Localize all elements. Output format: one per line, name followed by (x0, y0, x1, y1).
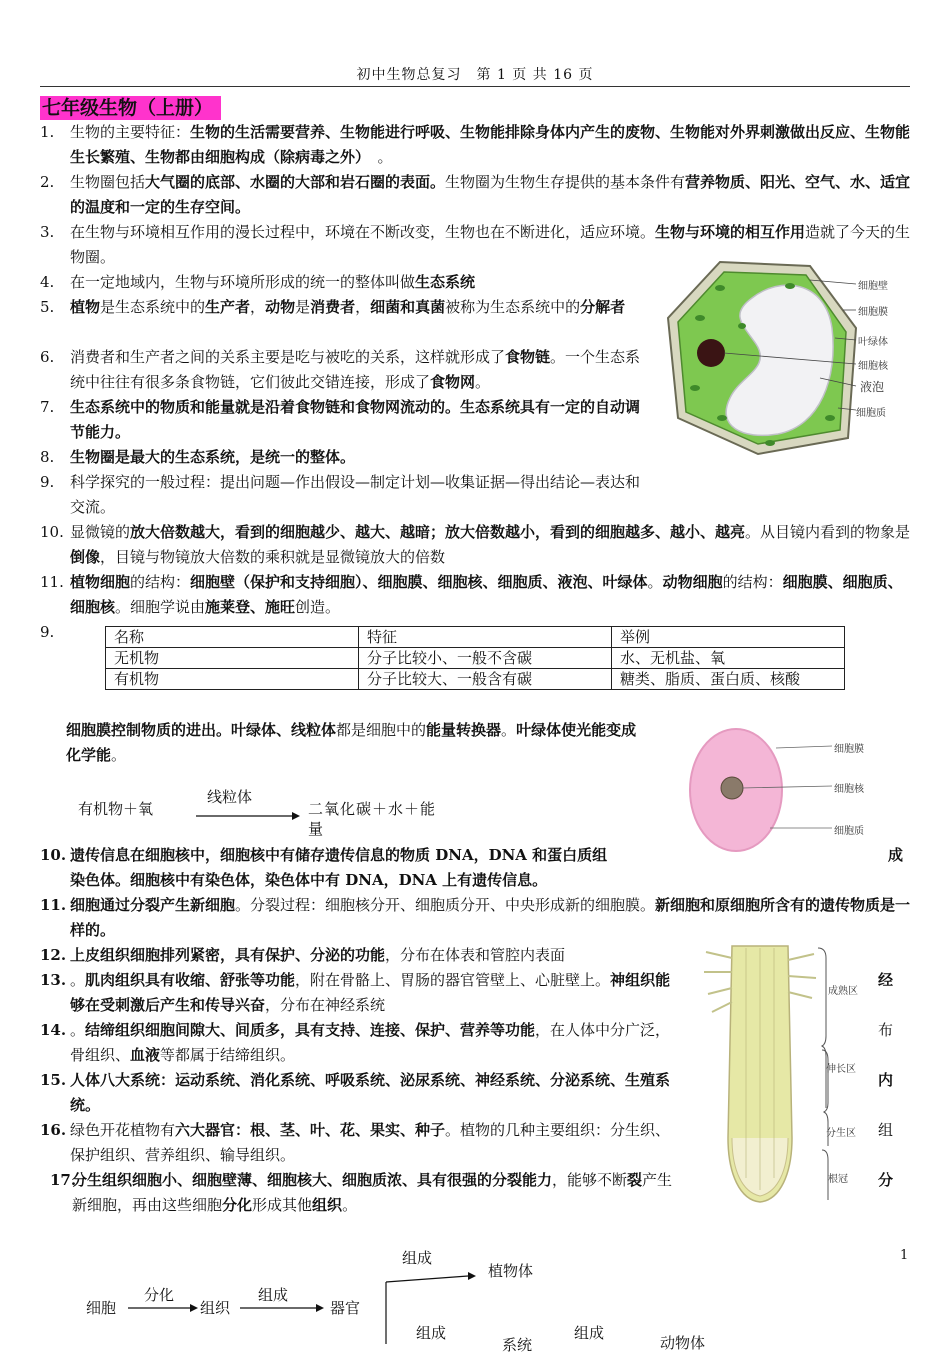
animal-cell-label: 细胞膜 (834, 744, 864, 755)
equation-right: 二氧化碳＋水＋能 (308, 800, 437, 818)
table-row (106, 648, 845, 669)
flow-animal: 动物体 (660, 1334, 706, 1352)
list-item (40, 570, 912, 620)
flow-label-compose: 组成 (258, 1286, 289, 1304)
table-cell: 水、无机盐、氧 (612, 648, 845, 669)
table-row (106, 669, 845, 690)
edge-char: 内 (878, 1071, 894, 1089)
item-text: 生物圈包括大气圈的底部、水圈的大部和岩石圈的表面。生物圈为生物生存提供的基本条件有营养物质、阳光、空气、水、适宜的温度和一定的生存空间。 (70, 173, 911, 216)
flow-label-compose: 组成 (574, 1324, 605, 1342)
item-number: 17. (50, 1171, 77, 1189)
table-cell: 分子比较小、一般不含碳 (359, 648, 612, 669)
edge-char: 布 (878, 1021, 894, 1039)
item-number: 9. (40, 473, 55, 491)
section-title: 七年级生物（上册） (40, 96, 221, 120)
item-number: 14. (40, 1021, 67, 1039)
table-cell: 糖类、脂质、蛋白质、核酸 (612, 669, 845, 690)
item-number: 11. (40, 896, 67, 914)
item-text: 科学探究的一般过程：提出问题—作出假设—制定计划—收集证据—得出结论—表达和交流。 (70, 473, 641, 516)
plant-cell-label: 液泡 (860, 380, 885, 394)
item-text: 上皮组织细胞排列紧密，具有保护、分泌的功能，分布在体表和管腔内表面 (70, 946, 566, 964)
item-text: 分生组织细胞小、细胞壁薄、细胞核大、细胞质浓、具有很强的分裂能力，能够不断裂产生新细胞，再由这些细胞分化形成其他组织。 (72, 1171, 673, 1214)
list-item (40, 395, 650, 445)
equation-left: 有机物＋氧 (78, 800, 154, 818)
flow-system: 系统 (502, 1336, 533, 1354)
list-item (40, 295, 650, 320)
list-item (40, 893, 912, 943)
plant-cell-label: 叶绿体 (858, 337, 888, 348)
item-text: 细胞膜控制物质的进出。叶绿体、线粒体都是细胞中的能量转换器。叶绿体使光能变成化学能。 (66, 721, 637, 764)
equation-catalyst: 线粒体 (207, 788, 253, 806)
item-number: 16. (40, 1121, 67, 1139)
edge-char: 经 (878, 971, 894, 989)
item-text: 植物是生态系统中的生产者，动物是消费者，细菌和真菌被称为生态系统中的分解者 (70, 298, 626, 316)
item-number: 2. (40, 173, 55, 191)
item-number: 5. (40, 298, 55, 316)
item-text: 生物圈是最大的生态系统，是统一的整体。 (70, 448, 356, 466)
page-header: 初中生物总复习 第 1 页 共 16 页 (356, 67, 594, 83)
list-item (40, 943, 680, 968)
table-cell: 分子比较大、一般含有碳 (359, 669, 612, 690)
list-item (40, 1068, 680, 1118)
item-number: 10. (40, 846, 67, 864)
flow-label-differentiate: 分化 (144, 1286, 175, 1304)
flow-label-compose: 组成 (416, 1324, 447, 1342)
edge-char: 组 (878, 1121, 894, 1139)
plant-cell-label: 细胞质 (856, 408, 886, 419)
item-number: 7. (40, 398, 55, 416)
list-item (40, 170, 912, 220)
item-number: 6. (40, 348, 55, 366)
list-item (40, 520, 912, 570)
root-label: 成熟区 (828, 986, 858, 997)
page-number: 1 (900, 1248, 909, 1263)
item-text: 生态系统中的物质和能量就是沿着食物链和食物网流动的。生态系统具有一定的自动调节能力。 (70, 398, 641, 441)
edge-char: 分 (878, 1171, 894, 1189)
list-item (40, 1118, 680, 1168)
item-text: 人体八大系统：运动系统、消化系统、呼吸系统、泌尿系统、神经系统、分泌系统、生殖系统。 (70, 1071, 671, 1114)
item-text: 绿色开花植物有六大器官：根、茎、叶、花、果实、种子。植物的几种主要组织：分生织、保护组织、营养组织、输导组织。 (70, 1121, 671, 1164)
list-item (66, 718, 646, 768)
item-text: 在一定地域内，生物与环境所形成的统一的整体叫做生态系统 (70, 273, 476, 291)
header-divider (40, 86, 910, 87)
item-number: 4. (40, 273, 55, 291)
table-cell: 有机物 (106, 669, 359, 690)
flow-label-compose: 组成 (402, 1249, 433, 1267)
list-item (40, 270, 650, 295)
item-number: 15. (40, 1071, 67, 1089)
item-number: 3. (40, 223, 55, 241)
table-header-row (106, 627, 845, 648)
item-text: 。结缔组织细胞间隙大、间质多，具有支持、连接、保护、营养等功能，在人体中分广泛，骨组织、血液等都属于结缔组织。 (70, 1021, 671, 1064)
compare-table (105, 626, 845, 690)
item-number: 9. (40, 623, 55, 641)
root-label: 分生区 (826, 1128, 856, 1139)
list-item (40, 470, 650, 520)
list-item (40, 968, 680, 1018)
item-number: 1. (40, 123, 55, 141)
flow-arrow (240, 1303, 324, 1313)
item-text: 消费者和生产者之间的关系主要是吃与被吃的关系，这样就形成了食物链。一个生态系统中往往有很多条食物链，它们彼此交错连接，形成了食物网。 (70, 348, 641, 391)
list-item (40, 120, 912, 170)
list-item (40, 1018, 680, 1068)
table-header: 特征 (359, 627, 612, 648)
table-cell: 无机物 (106, 648, 359, 669)
plant-cell-label: 细胞壁 (858, 281, 888, 292)
flow-plant: 植物体 (488, 1262, 534, 1280)
list-item (70, 868, 910, 893)
item-text: 染色体。细胞核中有染色体，染色体中有 DNA，DNA 上有遗传信息。 (70, 871, 548, 889)
list-item (40, 843, 680, 868)
item-text: 生物的主要特征：生物的生活需要营养、生物能进行呼吸、生物能排除身体内产生的废物、生物能对外界刺激做出反应、生物能生长繁殖、生物都由细胞构成（除病毒之外） 。 (70, 123, 911, 166)
plant-cell-label: 细胞核 (858, 361, 888, 372)
item-text: 遗传信息在细胞核中，细胞核中有储存遗传信息的物质 DNA，DNA 和蛋白质组 (70, 846, 608, 864)
list-item (50, 1168, 680, 1218)
equation-right-cont: 量 (308, 820, 324, 838)
item-text: 显微镜的放大倍数越大，看到的细胞越少、越大、越暗；放大倍数越小，看到的细胞越多、越小、越亮。从目镜内看到的物象是倒像，目镜与物镜放大倍数的乘积就是显微镜放大的倍数 (70, 523, 911, 566)
list-item (40, 445, 650, 470)
flow-cell: 细胞 (86, 1299, 117, 1317)
item-text: 在生物与环境相互作用的漫长过程中，环境在不断改变，生物也在不断进化，适应环境。生物与环境的相互作用造就了今天的生物圈。 (70, 223, 911, 266)
flow-organ: 器官 (330, 1299, 361, 1317)
item-number: 10. (40, 523, 64, 541)
item-number: 12. (40, 946, 67, 964)
flow-tissue: 组织 (200, 1299, 231, 1317)
equation-arrow (196, 810, 300, 822)
item-number: 13. (40, 971, 67, 989)
item-number: 11. (40, 573, 64, 591)
table-header: 举例 (612, 627, 845, 648)
edge-char: 成 (888, 846, 904, 864)
flow-arrow (128, 1303, 198, 1313)
list-item (40, 345, 650, 395)
item-number: 8. (40, 448, 55, 466)
table-header: 名称 (106, 627, 359, 648)
root-label: 伸长区 (826, 1064, 856, 1075)
plant-cell-label: 细胞膜 (858, 307, 888, 318)
item-text: 。肌肉组织具有收缩、舒张等功能，附在骨骼上、胃肠的器官管壁上、心脏壁上。神组织能够在受刺激后产生和传导兴奋，分布在神经系统 (70, 971, 671, 1014)
item-text: 细胞通过分裂产生新细胞。分裂过程：细胞核分开、细胞质分开、中央形成新的细胞膜。新细胞和原细胞所含有的遗传物质是一样的。 (70, 896, 911, 939)
item-text: 植物细胞的结构：细胞壁（保护和支持细胞）、细胞膜、细胞核、细胞质、液泡、叶绿体。动物细胞的结构：细胞膜、细胞质、细胞核。细胞学说由施莱登、施旺创造。 (70, 573, 903, 616)
animal-cell-label: 细胞核 (834, 784, 864, 795)
animal-cell-label: 细胞质 (834, 826, 864, 837)
root-label: 根冠 (828, 1174, 848, 1185)
